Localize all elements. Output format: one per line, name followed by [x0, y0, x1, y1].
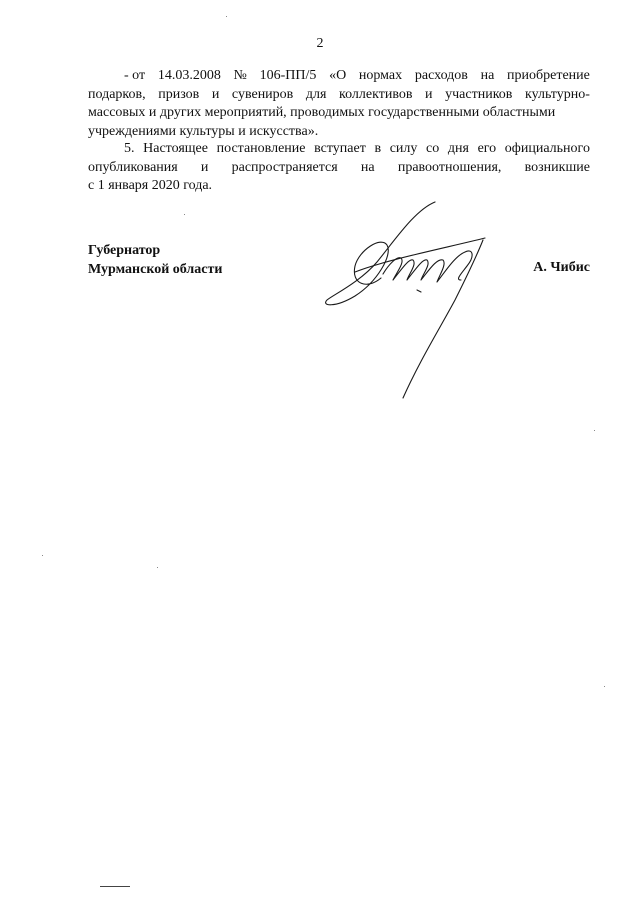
signature-stroke: [383, 251, 472, 282]
word: распространяется: [231, 159, 338, 175]
paragraph-line: [88, 140, 590, 159]
signatory-title-line: Мурманской области: [88, 262, 223, 277]
word: правоотношения,: [397, 159, 502, 175]
word: постановление: [216, 141, 306, 156]
page-number: 2: [316, 36, 324, 51]
paragraph-line: учреждениями культуры и искусства».: [88, 123, 319, 139]
word: призов: [158, 86, 200, 102]
paragraph-line: массовых и других мероприятий, проводимых государственными областными: [88, 105, 556, 120]
word: дня: [447, 141, 469, 156]
word: Настоящее: [143, 141, 208, 156]
signature-stroke: [355, 238, 485, 272]
word: приобретение: [507, 68, 590, 83]
signatory-title-line: Губернатор: [88, 243, 161, 258]
paragraph-repealed-act: [88, 67, 590, 141]
word: вступает: [314, 141, 366, 156]
word: и: [200, 159, 209, 175]
word: сувениров: [231, 86, 294, 102]
scan-speck: [157, 567, 158, 568]
word: на: [360, 159, 375, 175]
signatory-title: [88, 241, 222, 279]
word: на: [480, 68, 495, 83]
word: и: [211, 86, 220, 102]
word: силу: [389, 141, 418, 156]
word: со: [426, 141, 440, 156]
word: в: [374, 141, 382, 156]
word: нормах: [358, 68, 403, 83]
word: подарков,: [88, 86, 146, 102]
paragraph-line: с 1 января 2020 года.: [88, 178, 213, 193]
scan-speck: [604, 686, 605, 687]
word: 5.: [124, 141, 135, 156]
word: - от: [124, 68, 146, 83]
word: его: [477, 141, 497, 156]
word: 106-ПП/5: [259, 68, 317, 83]
word: опубликования: [88, 159, 178, 175]
word: «О: [329, 68, 347, 83]
paragraph-effective-date: [88, 140, 590, 196]
word: №: [233, 68, 247, 83]
word: участников: [445, 86, 513, 102]
scan-speck: [226, 16, 227, 17]
signature-stroke: [417, 290, 421, 292]
paragraph-line: [88, 86, 590, 105]
word: культурно-: [524, 86, 590, 102]
word: возникшие: [524, 159, 590, 175]
word: коллективов: [339, 86, 413, 102]
scan-speck: [42, 555, 43, 556]
paragraph-line: [88, 67, 590, 86]
scan-speck: [594, 430, 595, 431]
word: официального: [504, 141, 590, 156]
word: и: [425, 86, 433, 102]
paragraph-line: [88, 159, 590, 178]
signature-stroke: [403, 240, 483, 398]
scan-speck: [184, 214, 185, 215]
handwritten-signature: [315, 200, 525, 400]
word: для: [305, 86, 327, 102]
footer-divider: [100, 886, 130, 887]
signatory-name: А. Чибис: [533, 260, 590, 275]
word: расходов: [414, 68, 468, 83]
word: 14.03.2008: [157, 68, 221, 83]
